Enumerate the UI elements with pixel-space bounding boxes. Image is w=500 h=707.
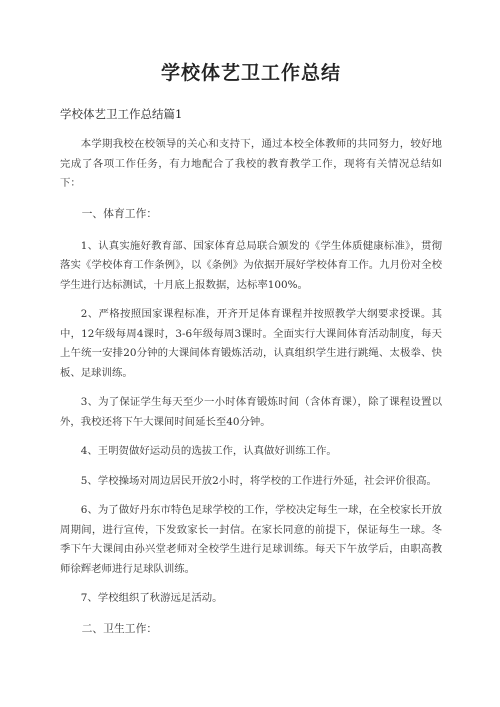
sports-item-7: 7、学校组织了秋游远足活动。 (80, 592, 223, 604)
intro-paragraph: 本学期我校在校领导的关心和支持下，通过本校全体教师的共同努力，较好地完成了各项工作任务，有力地配合了我校的教育教学工作，现将有关情况总结如下： (60, 138, 442, 189)
section-heading-sports: 一、体育工作： (81, 206, 158, 220)
section-heading-health: 二、卫生工作： (81, 621, 158, 635)
document-subtitle: 学校体艺卫工作总结篇1 (60, 107, 183, 121)
sports-item-3: 3、为了保证学生每天至少一小时体育锻炼时间（含体育课），除了课程设置以外，我校还将下午大课间时间延长至40分钟。 (60, 396, 442, 428)
sports-item-4: 4、王明贺做好运动员的选拔工作，认真做好训练工作。 (80, 445, 337, 457)
sports-item-5: 5、学校操场对周边居民开放2小时，将学校的工作进行外延，社会评价很高。 (80, 474, 437, 487)
document-title: 学校体艺卫工作总结 (160, 62, 341, 84)
sports-item-2: 2、严格按照国家课程标准，开齐开足体育课程并按照教学大纲要求授课。其中，12年级每周4课时，3-6年级每周3课时。全面实行大课间体育活动制度，每天上午统一安排20分钟的大课间体育锻炼活动，认真组织学生进行跳绳、太极拳、快板、足球训练。 (60, 308, 442, 379)
sports-item-6: 6、为了做好丹东市特色足球学校的工作，学校决定每生一球，在全校家长开放周期间，进行宣传，下发致家长一封信。在家长同意的前提下，保证每生一球。冬季下午大课间由孙兴堂老师对全校学生进行足球训练。每天下午放学后，由职高教师徐辉老师进行足球队训练。 (60, 504, 442, 575)
sports-item-1: 1、认真实施好教育部、国家体育总局联合颁发的《学生体质健康标准》，贯彻落实《学校体育工作条例》，以《条例》为依据开展好学校体育工作。九月份对全校学生进行达标测试，十月底上报数据，达标率100%。 (60, 239, 442, 291)
